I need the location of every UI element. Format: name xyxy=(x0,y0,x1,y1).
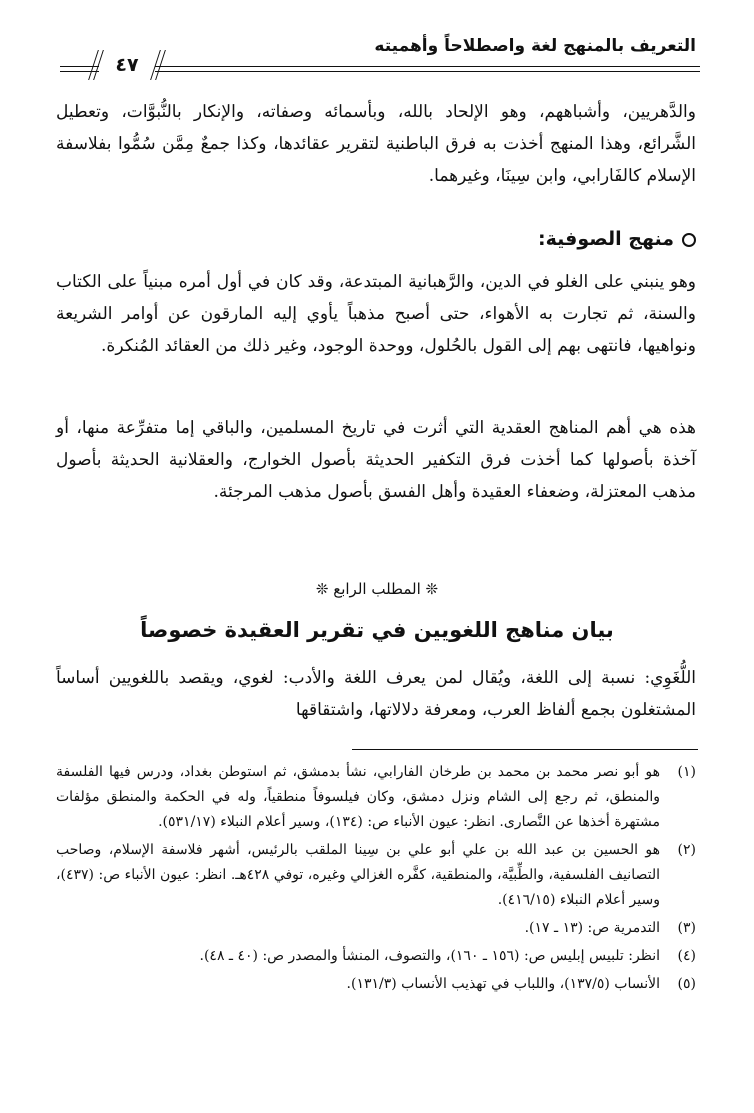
footnote-number: (٤) xyxy=(677,948,696,964)
footnote-text: هو الحسين بن عبد الله بن علي أبو علي بن سِينا الملقب بالرئيس، أشهر فلاسفة الإسلام، وصاحب التصانيف الفلسفية، والطِّبيَّة، والمنطقية، كفَّره الغزالي وغيره، توفي ٤٢٨هـ. انظر: عيون الأنباء ص: (٤٣٧)، وسير أعلام النبلاء (٤١٦/١٥). xyxy=(56,842,660,908)
paragraph-3-text: هذه هي أهم المناهج العقدية التي أثرت في تاريخ المسلمين، والباقي إما متفرِّعة منها، أو آخذة بأصولها كما أخذت فرق التكفير الحديثة بأصول الخوارج، والعقلانية الحديثة بأصول مذهب المعتزلة، وضعفاء العقيدة وأهل الفسق بأصول مذهب المرجئة. xyxy=(56,418,696,502)
footnotes xyxy=(56,760,696,1000)
footnote-text: انظر: تلبيس إبليس ص: (١٥٦ ـ ١٦٠)، والتصوف، المنشأ والمصدر ص: (٤٠ ـ ٤٨). xyxy=(199,948,660,964)
footnote-number: (٢) xyxy=(677,842,696,858)
paragraph-3 xyxy=(56,412,696,508)
paragraph-4-text: اللُّغَوِي: نسبة إلى اللغة، ويُقال لمن يعرف اللغة والأدب: لغوي، ويقصد باللغويين أساساً المشتغلون بجمع ألفاظ العرب، ومعرفة دلالاتها، واشتقاقها xyxy=(56,668,696,720)
footnote xyxy=(56,916,696,941)
paragraph-1 xyxy=(56,96,696,192)
footnote-number: (١) xyxy=(677,764,696,780)
footnote-text: التدمرية ص: (١٣ ـ ١٧). xyxy=(524,920,660,936)
paragraph-1-text: والدَّهريين، وأشباههم، وهو الإلحاد بالله، وبأسمائه وصفاته، والإنكار بالنُّبوَّات، وتعطيل الشَّرائع، وهذا المنهج أخذت به فرق الباطنية لتقرير عقائدها، وكذا جمعٌ مِمَّن سُمُّوا بفلاسفة الإسلام كالفَارابي، وابن سِينَا، وغيرهما. xyxy=(56,102,696,186)
paragraph-2 xyxy=(56,266,696,362)
footnote-number: (٣) xyxy=(677,920,696,936)
paragraph-4 xyxy=(56,662,696,726)
footnote xyxy=(56,760,696,835)
footnote-text: هو أبو نصر محمد بن محمد بن طرخان الفارابي، نشأ بدمشق، ثم استوطن بغداد، ودرس فيها الفلسفة والمنطق، ثم رجع إلى الشام ونزل دمشق، وكان فيلسوفاً منطقياً، وله في الحكمة والمنطق مؤلفات مشتهرة أخذها عن النَّصارى. انظر: عيون الأنباء ص: (١٣٤)، وسير أعلام النبلاء (٥٣١/١٧). xyxy=(56,764,660,830)
section-heading xyxy=(538,228,696,250)
bullet-circle-icon xyxy=(682,233,696,247)
footnote xyxy=(56,838,696,913)
subsection-label: ❊ المطلب الرابع ❊ xyxy=(315,580,439,598)
footnote-text: الأنساب (١٣٧/٥)، واللباب في تهذيب الأنساب (١٣١/٣). xyxy=(346,976,660,992)
running-title: التعريف بالمنهج لغة واصطلاحاً وأهميته xyxy=(374,36,696,56)
section-title: بيان مناهج اللغويين في تقرير العقيدة خصوصاً xyxy=(140,618,614,642)
footnote xyxy=(56,972,696,997)
page-number: ٤٧ xyxy=(99,52,155,78)
footnote xyxy=(56,944,696,969)
footnote-number: (٥) xyxy=(677,976,696,992)
footnote-rule xyxy=(352,749,698,750)
paragraph-2-text: وهو ينبني على الغلو في الدين، والرَّهبانية المبتدعة، وقد كان في أول أمره مبنياً على الكتاب والسنة، ثم تجارت به الأهواء، حتى أصبح مذهباً يأوي إليه المارقون عن أوامر الشريعة ونواهيها، فانتهى بهم إلى القول بالحُلول، ووحدة الوجود، وغير ذلك من العقائد المُنكرة. xyxy=(56,272,696,356)
section-heading-text: منهج الصوفية: xyxy=(538,228,674,250)
